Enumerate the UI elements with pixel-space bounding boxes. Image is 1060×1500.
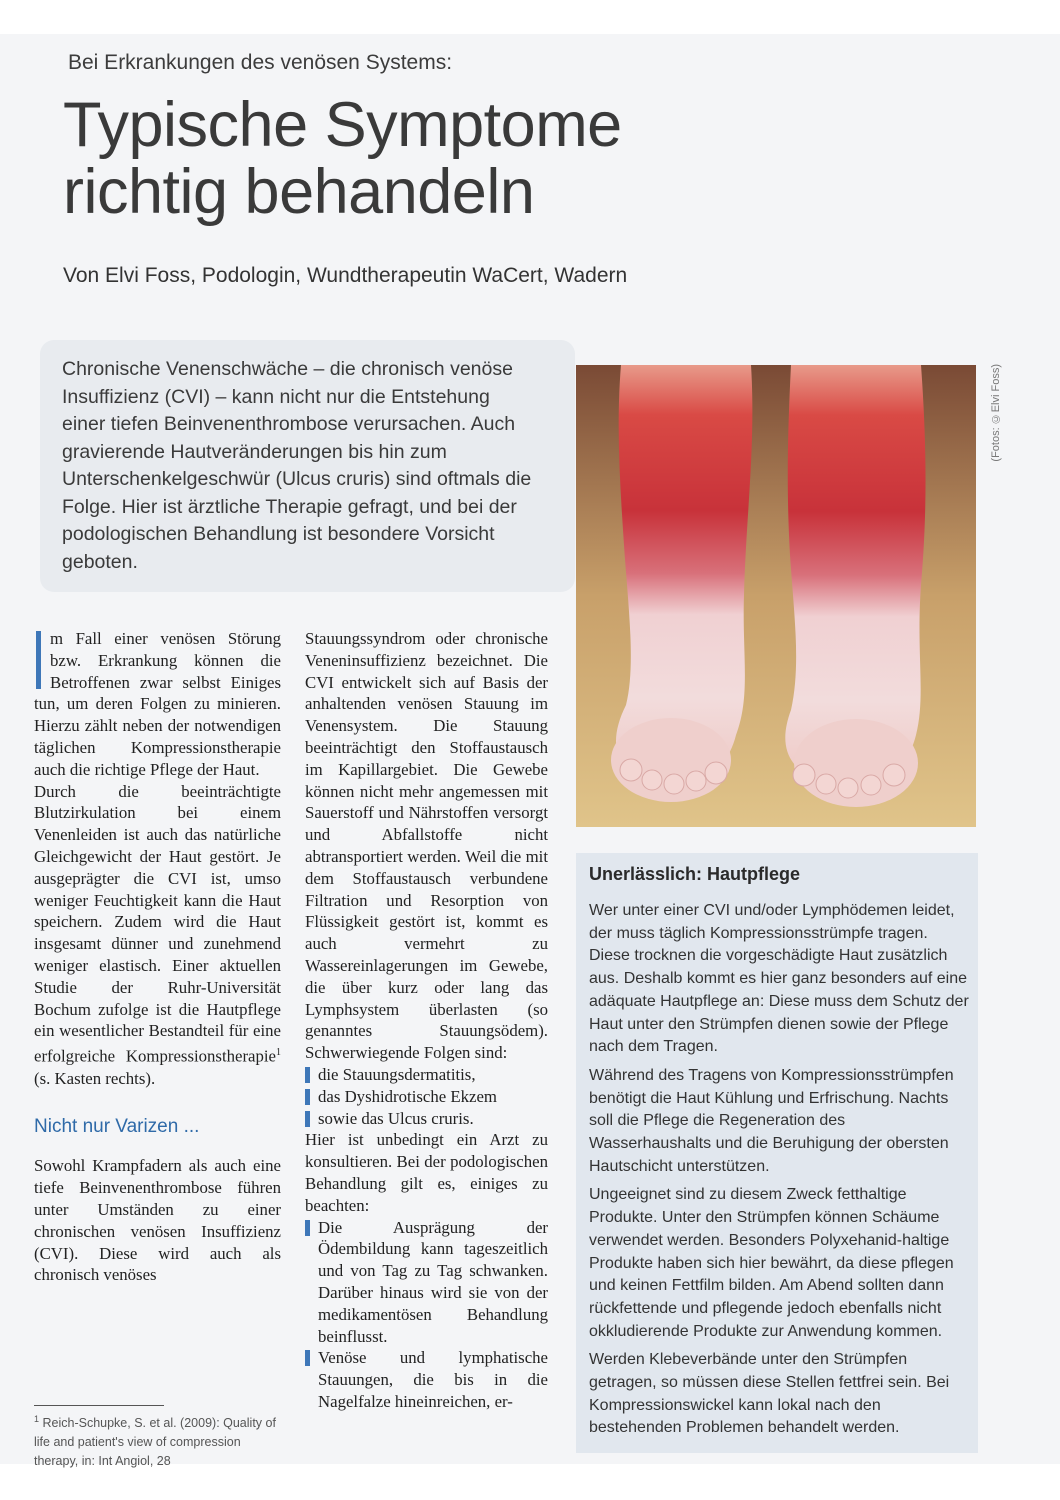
- footnote: $^1$ Reich-Schupke, S. et al. (2009): Quality of life and patient's view of compression therapy, in: Int Angiol, 28: [34, 1414, 276, 1469]
- paragraph-arzt: Hier ist unbedingt ein Arzt zu konsultieren. Bei der podologischen Behandlung gilt es, einiges zu beachten:: [305, 1130, 548, 1215]
- article-kicker: Bei Erkrankungen des venösen Systems:: [68, 51, 453, 74]
- title-line-1: Typische Symptome: [63, 90, 622, 160]
- list-item: Die Ausprägung der Ödembildung kann tageszeitlich und von Tag zu Tag schwanken. Darüber hinaus wird sie von der medikamentösen Behandlung beinflusst.: [305, 1217, 548, 1348]
- paragraph-skin-balance: Durch die beeinträchtigte Blutzirkulation bei einem Venenleiden ist auch das natürliche Gleichgewicht der Haut gestört. Je ausgeprägter die CVI ist, umso weniger Feuchtigkeit kann die Haut speichern. Zudem wird die Haut insgesamt dünner und zunehmend weniger elastisch. Einer aktuellen Studie der Ruhr-Universität Bochum zufolge ist die Hautpflege ein wesentlicher Bestandteil für eine erfolgreiche Kompressionstherapie$^1$ (s. Kasten rechts).: [34, 781, 281, 1088]
- article-title: [63, 92, 622, 226]
- list-item: sowie das Ulcus cruris.: [305, 1108, 548, 1130]
- info-paragraph: Wer unter einer CVI und/oder Lymphödemen leidet, der muss täglich Kompressionsstrümpfe tragen. Diese trocknen die vorgeschädigte Haut zusätzlich aus. Deshalb kommt es hier ganz besonders auf eine adäquate Hautpflege an: Diese muss dem Schutz der Haut unter den Strümpfen dienen sowie der Pflege nach dem Tragen.: [589, 902, 969, 1056]
- paragraph-cvi-causes: Sowohl Krampfadern als auch eine tiefe Beinvenenthrombose führen unter Umständen zu einer chronischen venösen Insuffizienz (CVI). Diese wird auch als chronisch venöses: [34, 1156, 281, 1285]
- info-paragraph: Ungeeignet sind zu diesem Zweck fetthaltige Produkte. Unter den Strümpfen können Schäume verwendet werden. Besonders Polyxehanid-haltige Produkte haben sich hier bewährt, da diese pflegen und keinen Fettfilm bilden. Am Abend sollten dann rückfettende und pflegende jedoch ebenfalls nicht okkludierende Produkte zur Anwendung kommen.: [589, 1186, 954, 1340]
- legs-photo: [576, 365, 976, 827]
- section-heading-varizen: Nicht nur Varizen ...: [34, 1116, 200, 1138]
- list-item: die Stauungsdermatitis,: [305, 1064, 548, 1086]
- footnote-divider: [34, 1405, 164, 1406]
- intro-paragraph: m Fall einer venösen Störung bzw. Erkrankung können die Betroffenen zwar selbst Einiges tun, um deren Folgen zu minieren. Hierzu zählt neben der notwendigen täglichen Kompressionstherapie auch die richtige Pflege der Haut.: [34, 629, 281, 779]
- dropcap-bar: [36, 631, 41, 689]
- footnote-ref[interactable]: 1: [276, 1047, 281, 1059]
- article-column-2: [305, 628, 548, 1413]
- paragraph-stauung: Stauungssyndrom oder chronische Veneninsuffizienz bezeichnet. Die CVI entwickelt sich auf Basis der anhaltenden venösen Stauung im Venensystem. Die Stauung beeinträchtigt den Stoffaustausch im Kapillargebiet. Die Gewebe können nicht mehr angemessen mit Sauerstoff und Nährstoffen versorgt und Abfallstoffe nicht abtransportiert werden. Weil die mit dem Stoffaustausch verbundene Filtration und Resorption von Flüssigkeit gestört ist, kommt es auch vermehrt zu Wassereinlagerungen im Gewebe, die über kurz oder lang das Lymphsystem überlasten (so genanntes Stauungsödem). Schwerwiegende Folgen sind:: [305, 629, 548, 1063]
- list-item: Venöse und lymphatische Stauungen, die bis in die Nagelfalze hineinreichen, er-: [305, 1347, 548, 1412]
- title-line-2: richtig behandeln: [63, 157, 535, 227]
- list-item: das Dyshidrotische Ekzem: [305, 1086, 548, 1108]
- article-column-1: [34, 628, 281, 1286]
- photo-credit: (Fotos: ©Elvi Foss): [990, 364, 1002, 462]
- info-box-title: Unerlässlich: Hautpflege: [589, 864, 801, 884]
- info-paragraph: Werden Klebeverbände unter den Strümpfen getragen, so müssen diese Stellen fettfrei sein. Bei Kompressionswickel kann lokal nach den bestehenden Problemen behandelt werden.: [589, 1351, 950, 1437]
- info-box-text: [589, 900, 969, 1446]
- article-byline: Von Elvi Foss, Podologin, Wundtherapeutin WaCert, Wadern: [63, 264, 628, 287]
- article-lead: Chronische Venenschwäche – die chronisch venöse Insuffizienz (CVI) – kann nicht nur die Entstehung einer tiefen Beinvenenthrombose verursachen. Auch gravierende Hautveränderungen bis hin zum Unterschenkelgeschwür (Ulcus cruris) sind oftmals die Folge. Hier ist ärztliche Therapie gefragt, und bei der podologischen Behandlung ist besondere Vorsicht geboten.: [62, 358, 532, 573]
- info-paragraph: Während des Tragens von Kompressionsstrümpfen benötigt die Haut Kühlung und Erfrischung. Nachts soll die Pflege die Regeneration des Wasserhaushalts und die Beruhigung der obersten Hautschicht unterstützen.: [589, 1066, 954, 1175]
- legs-photo-illustration: [576, 365, 976, 827]
